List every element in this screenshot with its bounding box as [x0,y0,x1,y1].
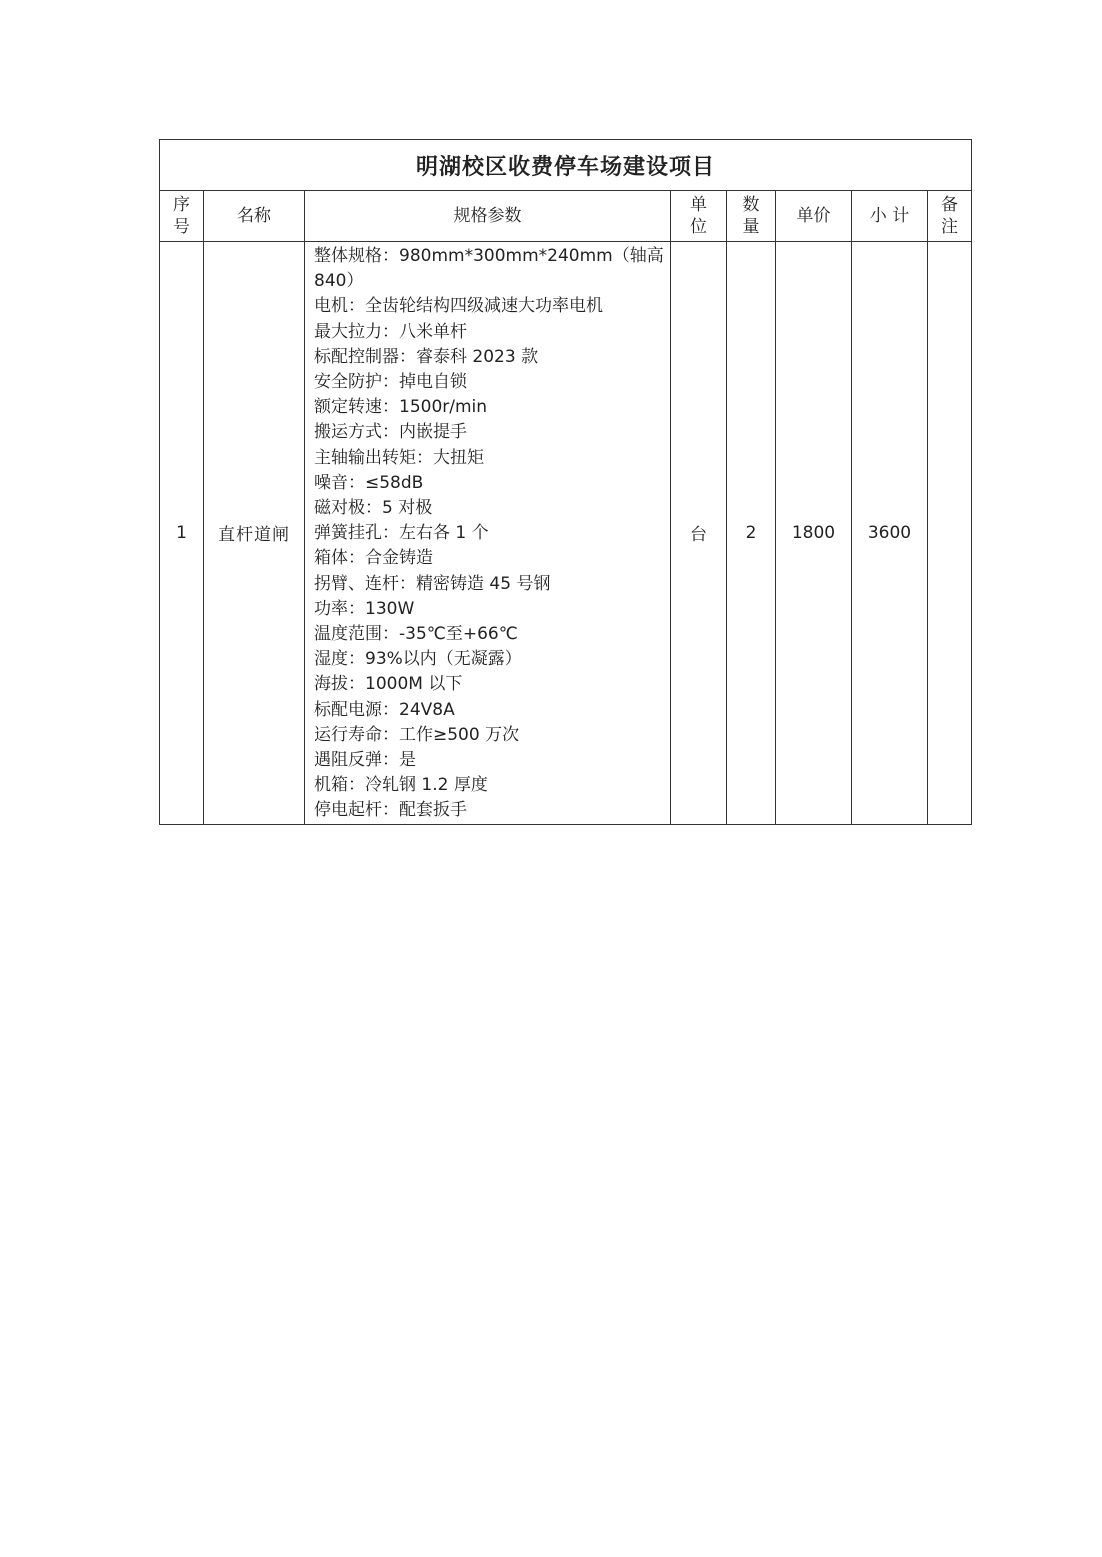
table-row [160,242,972,825]
row-unit: 台 [671,242,727,825]
row-remark [928,242,972,825]
row-price: 1800 [776,242,852,825]
header-seq: 序号 [160,191,204,242]
spec-line: 遇阻反弹：是 [314,750,416,771]
spec-line: 温度范围：-35℃至+66℃ [314,624,518,645]
spec-line: 搬运方式：内嵌提手 [314,422,467,443]
spec-line: 箱体：合金铸造 [314,548,433,569]
header-remark: 备注 [928,191,972,242]
header-price: 单价 [776,191,852,242]
spec-line: 安全防护：掉电自锁 [314,372,467,393]
header-subtotal: 小 计 [852,191,928,242]
spec-line: 主轴输出转矩：大扭矩 [314,447,484,468]
spec-line: 弹簧挂孔：左右各 1 个 [314,523,489,544]
spec-line: 标配电源：24V8A [314,699,455,720]
spec-line: 湿度：93%以内（无凝露） [314,649,522,670]
row-spec [305,242,671,825]
spec-line: 磁对极：5 对极 [314,498,433,519]
project-table [159,139,972,825]
spec-line: 最大拉力：八米单杆 [314,321,467,342]
spec-line: 海拔：1000M 以下 [314,674,463,695]
header-qty: 数量 [727,191,776,242]
spec-line: 停电起杆：配套扳手 [314,800,467,821]
header-unit: 单位 [671,191,727,242]
spec-line: 额定转速：1500r/min [314,397,488,418]
spec-line: 机箱：冷轧钢 1.2 厚度 [314,775,488,796]
table-title: 明湖校区收费停车场建设项目 [160,140,972,191]
spec-line: 噪音：≤58dB [314,472,424,493]
header-row [160,191,972,242]
header-name: 名称 [204,191,305,242]
row-name: 直杆道闸 [204,242,305,825]
row-seq: 1 [160,242,204,825]
row-qty: 2 [727,242,776,825]
row-subtotal: 3600 [852,242,928,825]
spec-line: 标配控制器：睿泰科 2023 款 [314,346,539,367]
header-spec: 规格参数 [305,191,671,242]
spec-line: 拐臂、连杆：精密铸造 45 号钢 [314,573,551,594]
spec-line: 运行寿命：工作≥500 万次 [314,724,520,745]
spec-line: 功率：130W [314,598,415,619]
spec-line: 整体规格：980mm*300mm*240mm（轴高 840） [314,246,664,292]
spec-line: 电机：全齿轮结构四级减速大功率电机 [314,296,603,317]
